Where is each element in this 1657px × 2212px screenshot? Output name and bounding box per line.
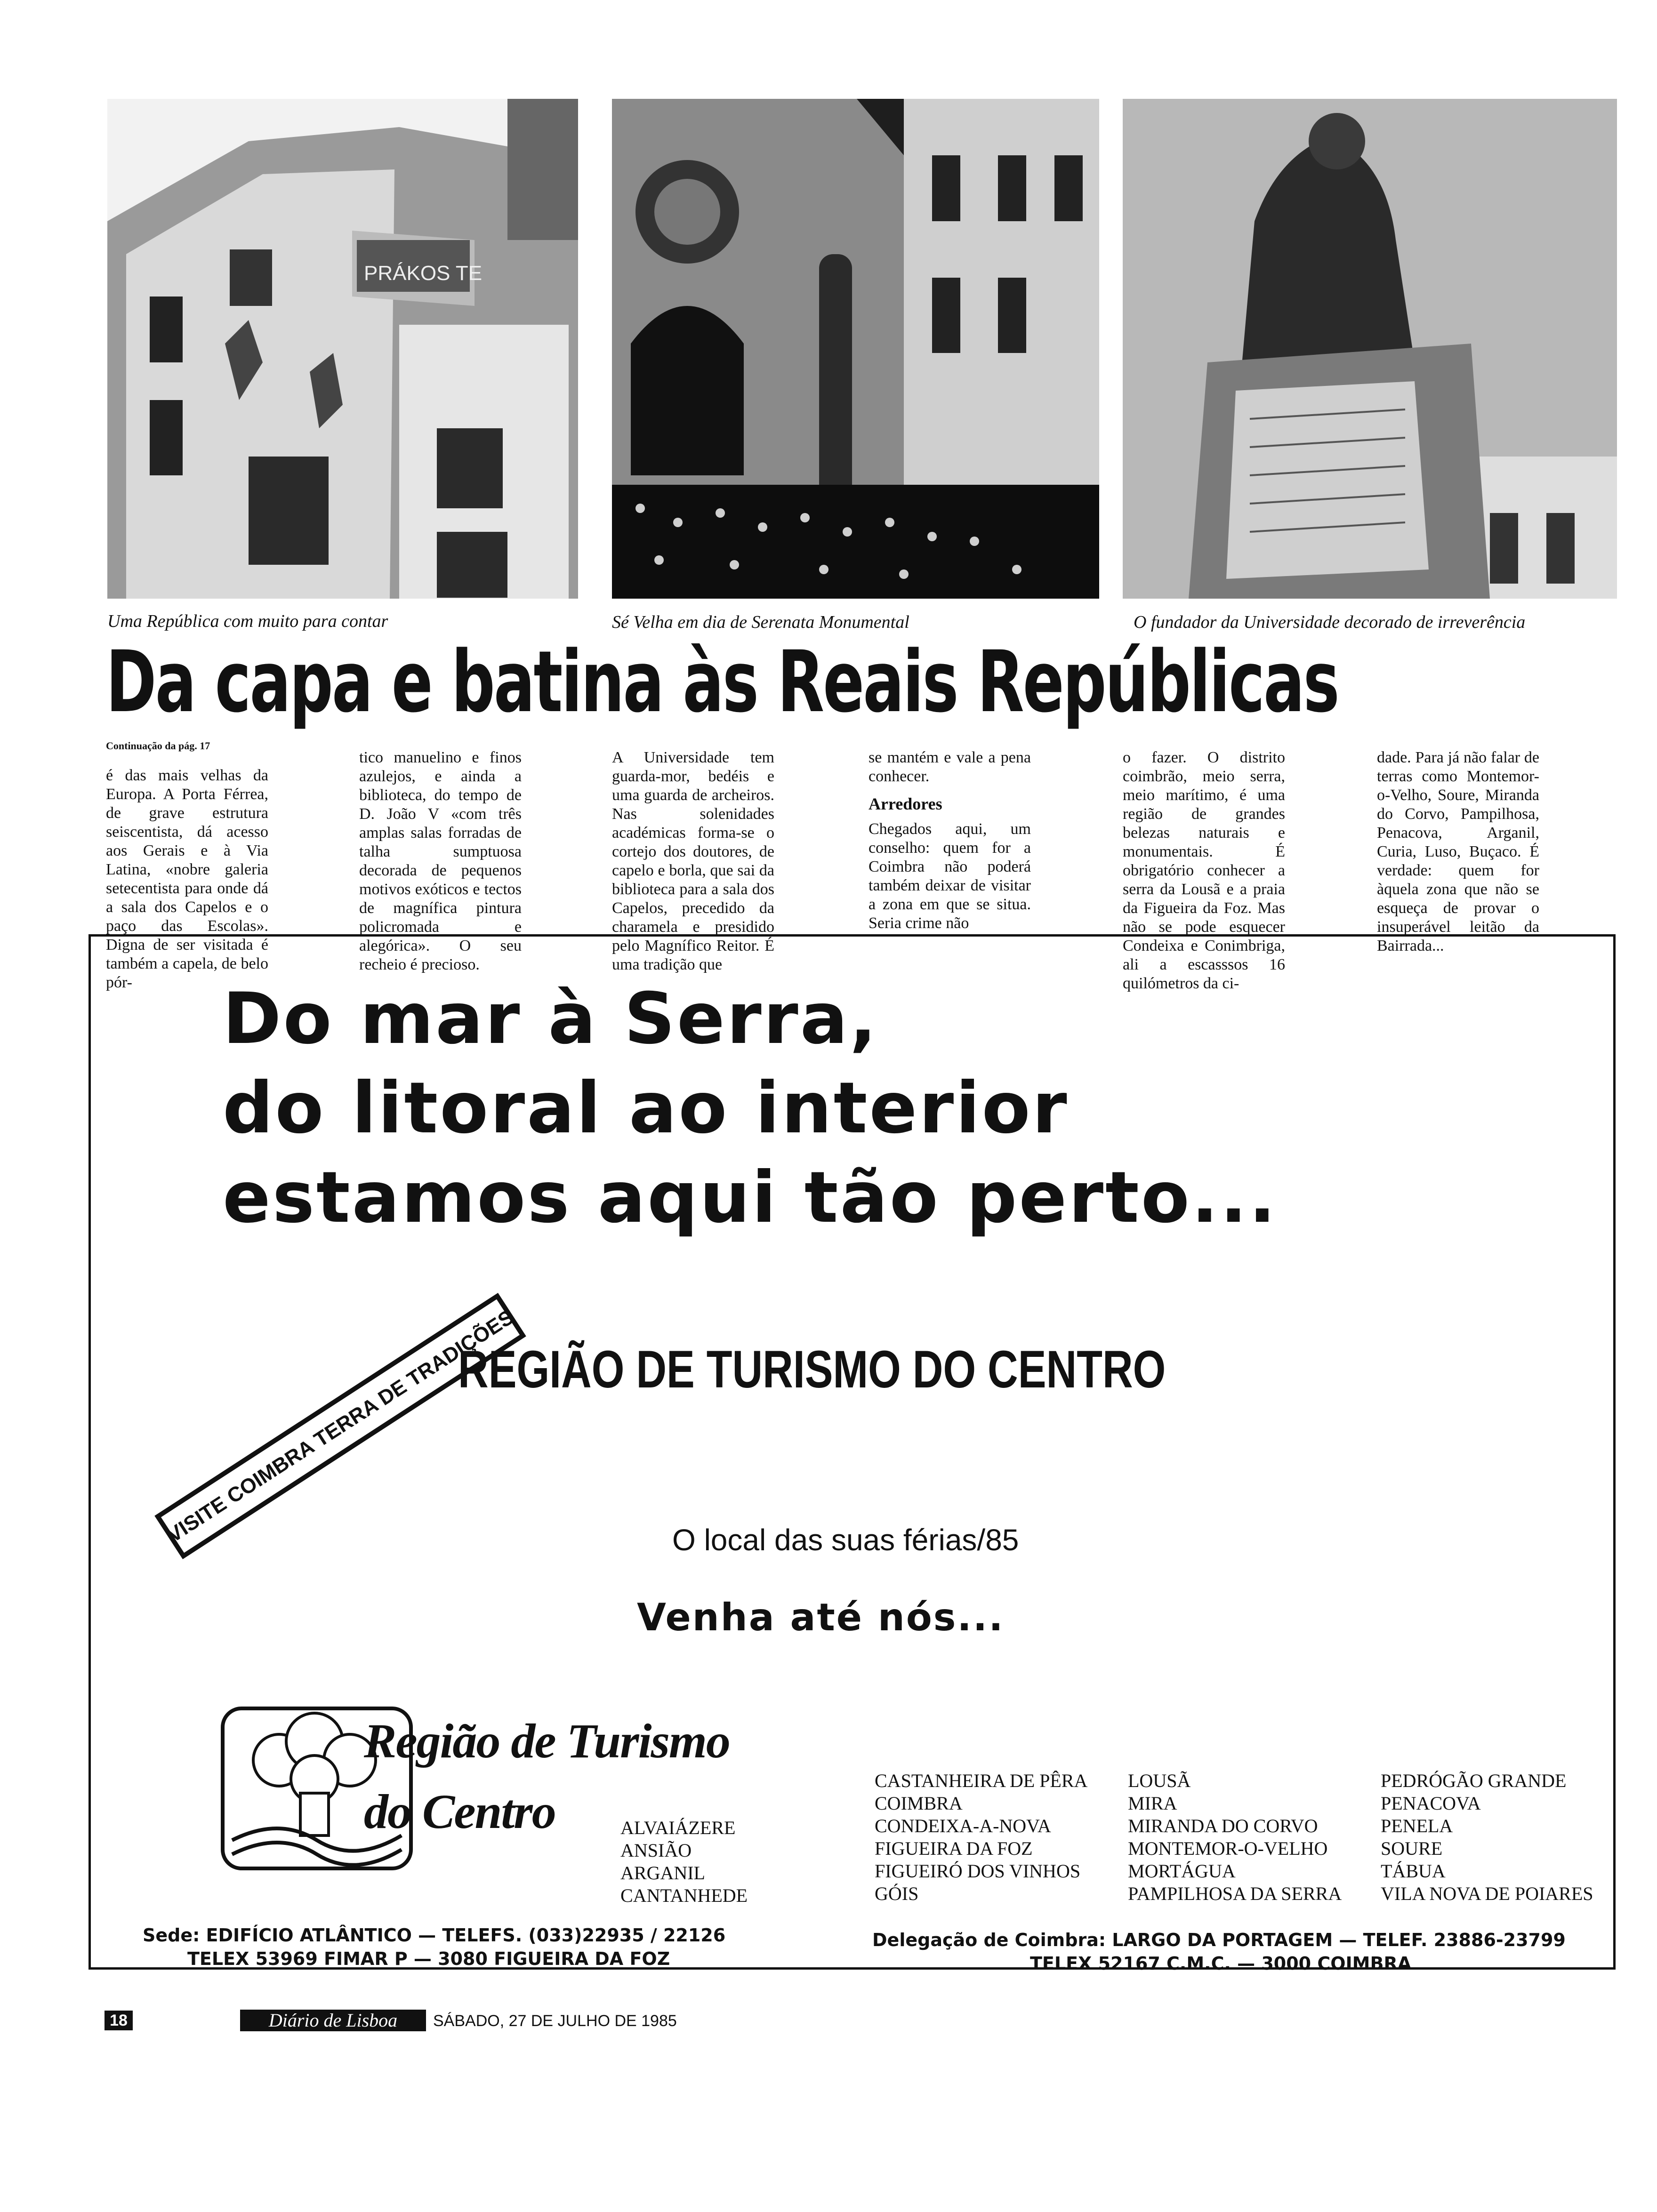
town-item: SOURE <box>1381 1838 1443 1859</box>
town-item: PENELA <box>1381 1815 1453 1836</box>
town-item: MIRANDA DO CORVO <box>1128 1815 1318 1836</box>
page-number: 18 <box>105 2011 133 2030</box>
column-2-text: tico manuelino e finos azulejos, e ainda a biblioteca, do tempo de D. João V «com três amplas salas forradas de talha sumptuosa decorada de pequenos motivos exóticos e tectos de magnífica pintura policromada e alegórica». O seu recheio é precioso. <box>359 749 522 973</box>
ad-call: Venha até nós... <box>637 1595 1005 1639</box>
article-column-3 <box>612 748 774 973</box>
photo-republica <box>107 99 578 599</box>
town-item: CONDEIXA-A-NOVA <box>875 1815 1051 1836</box>
sede-address-line-1: Sede: EDIFÍCIO ATLÂNTICO — TELEFS. (033)22935 / 22126 <box>143 1925 726 1946</box>
delegacao-address-line-2: TELEX 52167 C.M.C. — 3000 COIMBRA <box>1030 1953 1412 1974</box>
town-item: FIGUEIRÓ DOS VINHOS <box>875 1860 1081 1882</box>
photo-estatua <box>1123 99 1617 599</box>
column-3-text: A Universidade tem guarda-mor, bedéis e uma guarda de archeiros. Nas solenidades académicas forma-se o cortejo dos doutores, de capelo e borla, que sai da biblioteca para a sala dos Capelos, precedido da charamela e presidido pelo Magnífico Reitor. É uma tradição que <box>612 749 774 973</box>
town-item: GÓIS <box>875 1883 919 1904</box>
town-item: CANTANHEDE <box>620 1885 748 1906</box>
town-item: PENACOVA <box>1381 1793 1481 1814</box>
article-column-1 <box>106 766 268 991</box>
ad-headline <box>223 974 1278 1242</box>
republica-sign-text: PRÁKOS TE <box>364 262 483 285</box>
caption-se-velha: Sé Velha em dia de Serenata Monumental <box>612 612 909 632</box>
ad-headline-line-3: estamos aqui tão perto... <box>223 1157 1278 1239</box>
article-column-4 <box>869 748 1031 932</box>
newspaper-masthead: Diário de Lisboa <box>240 2010 426 2031</box>
logo-title-line-1: Região de Turismo <box>364 1714 730 1768</box>
town-list-2 <box>875 1770 1087 1905</box>
photo-se-velha <box>612 99 1099 599</box>
subheading-arredores: Arredores <box>869 794 942 813</box>
se-velha-illustration <box>612 99 1099 599</box>
caption-republica: Uma República com muito para contar <box>107 611 388 631</box>
column-4-text-2: Chegados aqui, um conselho: quem for a Coimbra não poderá também deixar de visitar a zona em que se situa. Seria crime não <box>869 820 1031 932</box>
ad-headline-line-2: do litoral ao interior <box>223 1067 1069 1149</box>
town-item: CASTANHEIRA DE PÊRA <box>875 1770 1088 1791</box>
town-item: VILA NOVA DE POIARES <box>1381 1883 1593 1904</box>
column-5-text: o fazer. O distrito coimbrão, meio serra, meio marítimo, é uma região de grandes belezas naturais e monumentais. É obrigatório conhecer a serra da Lousã e a praia da Figueira da Foz. Mas não se pode esquecer Condeixa e Conimbriga, ali a escasssos 16 quilómetros da ci- <box>1123 749 1285 992</box>
town-item: MONTEMOR-O-VELHO <box>1128 1838 1328 1859</box>
sede-address-line-2: TELEX 53969 FIMAR P — 3080 FIGUEIRA DA FOZ <box>187 1948 670 1969</box>
column-1-text: é das mais velhas da Europa. A Porta Férrea, de grave estrutura seiscentista, dá acesso aos Gerais e à Via Latina, «nobre galeria setecentista para onde dá a sala dos Capelos e o paço das Escolas». Digna de ser visitada é também a capela, de belo pór- <box>106 767 268 991</box>
article-column-5 <box>1123 748 1285 992</box>
town-list-4 <box>1381 1770 1593 1905</box>
tourism-advertisement <box>88 934 1616 1974</box>
article-column-2 <box>359 748 522 973</box>
estatua-illustration <box>1123 99 1617 599</box>
ad-region-title: REGIÃO DE TURISMO DO CENTRO <box>458 1340 1166 1399</box>
banner-text: VISITE COIMBRA TERRA DE TRADIÇÕES <box>163 1305 518 1547</box>
caption-estatua: O fundador da Universidade decorado de irreverência <box>1134 612 1526 632</box>
republica-building-illustration <box>107 99 578 599</box>
column-6-text: dade. Para já não falar de terras como Montemor-o-Velho, Soure, Miranda do Corvo, Pampilhosa, Penacova, Arganil, Curia, Luso, Buçaco. É verdade: quem for àquela zona que não se esqueça de provar o insuperável leitão da Bairrada... <box>1377 749 1539 954</box>
article-column-6 <box>1377 748 1539 954</box>
article-headline: Da capa e batina às Reais Repúblicas <box>106 633 1338 731</box>
town-item: PAMPILHOSA DA SERRA <box>1128 1883 1342 1904</box>
town-item: ALVAIÁZERE <box>620 1817 736 1838</box>
issue-date: SÁBADO, 27 DE JULHO DE 1985 <box>433 2012 677 2030</box>
town-item: ANSIÃO <box>620 1840 692 1861</box>
ad-tagline: O local das suas férias/85 <box>672 1523 1019 1557</box>
town-item: FIGUEIRA DA FOZ <box>875 1838 1033 1859</box>
delegacao-address-line-1: Delegação de Coimbra: LARGO DA PORTAGEM — TELEF. 23886-23799 <box>872 1930 1566 1950</box>
town-item: MORTÁGUA <box>1128 1860 1236 1882</box>
continuation-note: Continuação da pág. 17 <box>106 740 210 752</box>
logo-title-line-2: do Centro <box>364 1785 555 1839</box>
town-list-1 <box>620 1817 748 1907</box>
town-list-3 <box>1128 1770 1342 1905</box>
town-item: ARGANIL <box>620 1862 705 1883</box>
ad-headline-line-1: Do mar à Serra, <box>223 978 878 1060</box>
town-item: COIMBRA <box>875 1793 963 1814</box>
town-item: LOUSÃ <box>1128 1770 1191 1791</box>
town-item: MIRA <box>1128 1793 1177 1814</box>
column-4-text: se mantém e vale a pena conhecer. <box>869 749 1031 785</box>
town-item: PEDRÓGÃO GRANDE <box>1381 1770 1567 1791</box>
diagonal-banner <box>124 1247 557 1605</box>
town-item: TÁBUA <box>1381 1860 1446 1882</box>
